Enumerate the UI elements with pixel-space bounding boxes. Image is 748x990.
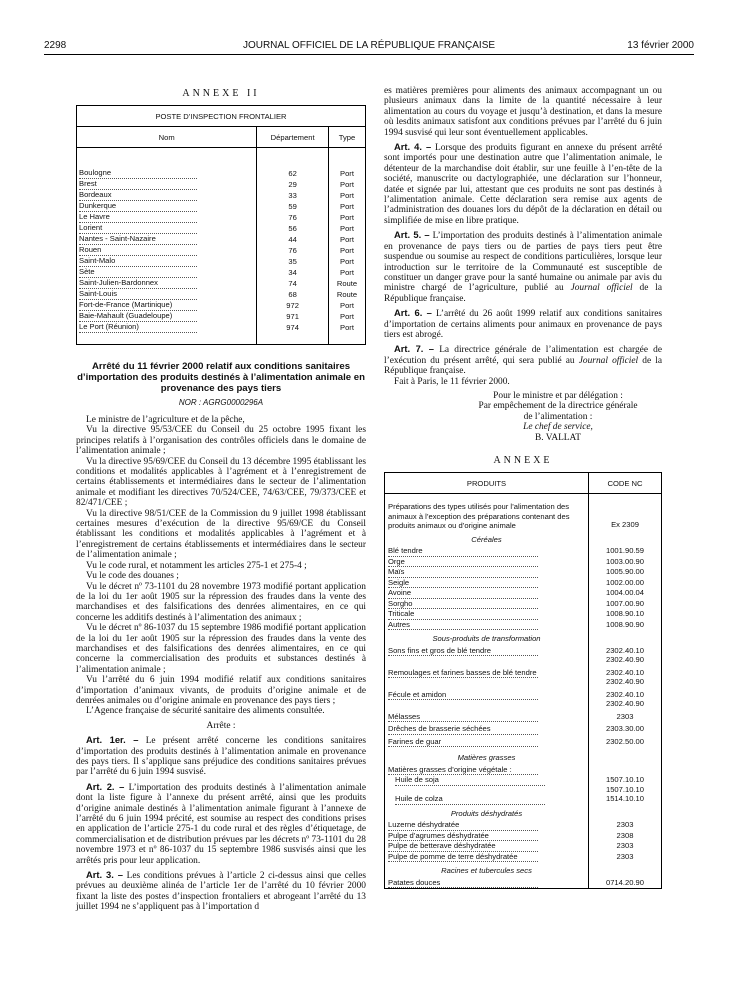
table-row [385, 765, 662, 776]
page-number: 2298 [44, 40, 67, 51]
post-type: Port [328, 300, 365, 311]
article-text-end: de la République française. [384, 283, 663, 304]
sig-line-2: Par empêchement de la directrice générale [478, 401, 638, 412]
department: 44 [257, 234, 329, 245]
product-name: Huile de soja [395, 775, 545, 786]
nc-code: 1002.00.00 [589, 578, 662, 589]
product-name: Avoine [388, 588, 538, 599]
department: 76 [257, 245, 329, 256]
nc-code: 2302.50.00 [589, 737, 662, 750]
product-name: Matières grasses d’origine végétale : [388, 765, 538, 776]
table-row [385, 599, 662, 610]
table-row [385, 567, 662, 578]
post-type: Port [328, 311, 365, 322]
visa-paragraph: Vu la directive 95/69/CEE du Conseil du 13 décembre 1995 établissant les conditions et modalités applicables à l’agrément et à l’enregistrement de certains établissements et intermédiaires dans le secteur de l’alimentation animale et modifiant les directives 70/524/CEE, 74/63/CEE, 79/373/CEE et 82/471/CEE ; [76, 456, 366, 509]
table-row [385, 775, 662, 794]
left-column [76, 88, 366, 913]
nc-code: 0714.20.90 [589, 878, 662, 889]
product-name: Pulpe de pomme de terre déshydratée [388, 852, 538, 863]
nc-code: 2308 [589, 831, 662, 842]
product-name: Huile de colza [395, 794, 545, 805]
category-title: Céréales [471, 534, 502, 544]
table-row [385, 588, 662, 599]
table-row [77, 245, 366, 256]
product-name: Sons fins et gros de blé tendre [388, 646, 538, 657]
article-text: L’importation des produits destinés à l’alimentation animale en provenance de pays tiers ou de parties de pays tiers peut être suspendue ou soumise au respect de conditions particulières, lorsque leur introduction sur le territoire de la Communauté est susceptible de constituer un danger grave pour la santé humaine ou animale par avis du ministre chargé de l’agriculture, publié au [384, 231, 662, 294]
post-name: Le Port (Réunion) [79, 322, 197, 333]
department: 974 [257, 322, 329, 333]
category-title: Produits déshydratés [450, 808, 523, 818]
product-name: Pulpe de betterave déshydratée [388, 841, 538, 852]
post-type: Port [328, 267, 365, 278]
post-type: Port [328, 201, 365, 212]
article-label: Art. 3. – [86, 869, 123, 881]
article-text: Le présent arrêté concerne les conditions sanitaires d’importation des produits destinés à l’alimentation animale en provenance des pays tiers. Il s’applique sans préjudice des conditions sanitaires prévues par l’arrêté du 6 juin 1994 susvisé. [76, 736, 367, 778]
table-row [385, 578, 662, 589]
arrete-label: Arrête : [206, 720, 236, 731]
table-row [385, 852, 662, 863]
table-row [77, 256, 366, 267]
table-row [385, 878, 662, 889]
product-name: Luzerne déshydratée [388, 820, 538, 831]
article-label: Art. 7. – [394, 343, 435, 355]
articles-left [76, 735, 366, 913]
col-header-code-nc: CODE NC [589, 473, 662, 494]
table-row [385, 724, 662, 737]
arrete-title: Arrêté du 11 février 2000 relatif aux conditions sanitaires d’importation des produits destinés à l’alimentation animale en provenance des pays tiers [77, 361, 365, 394]
table-row [77, 289, 366, 300]
table-row [77, 267, 366, 278]
nc-code: 2303.30.00 [589, 724, 662, 737]
col-header-produits: PRODUITS [385, 473, 589, 494]
issue-date: 13 février 2000 [627, 40, 694, 51]
table-row [385, 820, 662, 831]
product-name: Remoulages et farines basses de blé tendre [388, 667, 537, 677]
post-type: Port [328, 190, 365, 201]
nc-code: 2302.40.10 2302.40.90 [589, 668, 662, 690]
product-name: Mélasses [388, 712, 538, 723]
product-name: Farines de guar [388, 737, 538, 748]
article-7 [384, 344, 662, 376]
product-name: Seigle [388, 578, 538, 589]
article-text: L’importation des produits destinés à l’alimentation animale dont la liste figure à l’annexe du présent arrêté, ainsi que les produits d’origine animale destinés à l’alimentation animale figurant à l’annexe de l’arrêté du 6 juin 1994 précité, est soumise au respect des conditions prises en application de l’article 275-1 du code rural et des règles d’étiquetage, de commercialisation et de distribution prévues par les décrets nº 73-1101 du 28 novembre 1973 et nº 86-1037 du 15 septembre 1986 susvisés ainsi que les arrêtés pris pour leur application. [76, 782, 367, 866]
table-row [77, 234, 366, 245]
table-row [77, 168, 366, 179]
article-label: Art. 2. – [86, 780, 125, 792]
article-journal: Journal officiel [570, 283, 633, 294]
post-type: Port [328, 322, 365, 333]
nc-code: 1003.00.90 [589, 557, 662, 568]
nc-code: 2303 [589, 852, 662, 863]
article-label: Art. 6. – [394, 307, 432, 319]
table-row [77, 311, 366, 322]
col-header-nom: Nom [77, 127, 257, 148]
post-name: Brest [79, 179, 197, 190]
nc-code: 2303 [589, 712, 662, 725]
department: 74 [257, 278, 329, 289]
post-type: Port [328, 212, 365, 223]
nc-code: 1008.90.90 [589, 620, 662, 631]
visa-paragraph: L’Agence française de sécurité sanitaire des aliments consultée. [86, 706, 325, 717]
intro-code: Ex 2309 [589, 494, 662, 531]
visa-paragraph: Vu l’arrêté du 6 juin 1994 modifié relatif aux conditions sanitaires d’importation d’animaux vivants, de produits d’origine animale et de denrées animales ou d’origine animale en provenance des pays tiers ; [76, 675, 366, 706]
post-name: Saint-Louis [79, 289, 197, 300]
post-name: Le Havre [79, 212, 197, 223]
department: 62 [257, 168, 329, 179]
sig-name: B. VALLAT [534, 432, 581, 443]
post-name: Bordeaux [79, 190, 197, 201]
department: 972 [257, 300, 329, 311]
article-text: La directrice générale de l’alimentation est chargée de l’exécution du présent arrêté, qui sera publié au [384, 345, 663, 366]
table-row [77, 212, 366, 223]
article-text-part1: Les conditions prévues à l’article 2 ci-dessus ainsi que celles prévues au deuxième alinéa de l’article 1er de l’arrêté du 10 février 2000 fixant la liste des postes d’inspection frontaliers et abrogeant l’arrêté du 13 juillet 1994 ne s’appliquent pas à l’importation d [76, 871, 367, 913]
nc-code: 1004.00.04 [589, 588, 662, 599]
article-4 [384, 142, 662, 226]
table-row [385, 831, 662, 842]
signature-block [454, 391, 662, 443]
post-name: Lorient [79, 223, 197, 234]
nc-code: 2303 [589, 841, 662, 852]
article-text: L’arrêté du 26 août 1999 relatif aux conditions sanitaires d’importation de certains aliments pour animaux en provenance de pays tiers est abrogé. [384, 309, 663, 340]
nc-code: 1005.90.00 [589, 567, 662, 578]
post-type: Port [328, 245, 365, 256]
visa-paragraphs [76, 415, 366, 717]
nc-code: 1008.90.10 [589, 609, 662, 620]
table-row [385, 557, 662, 568]
department: 35 [257, 256, 329, 267]
post-name: Boulogne [79, 168, 197, 179]
table-row [385, 646, 662, 668]
visa-paragraph: Vu le code des douanes ; [86, 571, 179, 582]
page-header [44, 40, 694, 55]
nc-code: 1001.90.59 [589, 546, 662, 557]
col-header-type: Type [328, 127, 365, 148]
post-type: Port [328, 234, 365, 245]
table-row [77, 322, 366, 333]
article-6 [384, 308, 662, 340]
post-name: Sète [79, 267, 197, 278]
article-5 [384, 230, 662, 304]
sig-line-3: de l’alimentation : [523, 411, 593, 422]
visa-paragraph: Le ministre de l’agriculture et de la pêche, [86, 415, 245, 425]
post-name: Nantes - Saint-Nazaire [79, 234, 197, 245]
post-type: Port [328, 168, 365, 179]
visa-paragraph: Vu le code rural, et notamment les articles 275-1 et 275-4 ; [86, 560, 307, 571]
nc-code: 1007.00.90 [589, 599, 662, 610]
department: 34 [257, 267, 329, 278]
article-2 [76, 782, 366, 866]
products-table [384, 472, 662, 889]
category-title: Racines et tubercules secs [441, 866, 532, 875]
table-row [385, 620, 662, 631]
product-name: Sorgho [388, 599, 538, 610]
table-row [77, 201, 366, 212]
product-name: Patates douces [388, 878, 538, 889]
table-row [385, 737, 662, 750]
nc-code: 2302.40.10 2302.40.90 [589, 690, 662, 712]
article-journal: Journal officiel [578, 355, 639, 366]
table-row [385, 668, 662, 690]
table-title: POSTE D’INSPECTION FRONTALIER [77, 106, 366, 127]
right-column [384, 86, 662, 889]
department: 68 [257, 289, 329, 300]
annexe-ii-heading: ANNEXE II [182, 88, 260, 99]
article-label: Art. 1er. – [86, 734, 139, 746]
sig-line-1: Pour le ministre et par délégation : [493, 390, 623, 401]
journal-title: JOURNAL OFFICIEL DE LA RÉPUBLIQUE FRANÇAISE [242, 40, 496, 51]
table-row [385, 546, 662, 557]
product-name: Triticale [388, 609, 538, 620]
post-name: Rouen [79, 245, 197, 256]
product-name: Drêches de brasserie séchées [388, 724, 538, 735]
post-type: Port [328, 223, 365, 234]
nc-code: 1514.10.10 [589, 794, 662, 805]
department: 29 [257, 179, 329, 190]
article-text-end: de la République française. [384, 355, 663, 377]
done-at: Fait à Paris, le 11 février 2000. [394, 376, 510, 387]
post-type: Port [328, 256, 365, 267]
post-type: Route [328, 278, 365, 289]
product-name: Pulpe d’agrumes déshydratée [388, 831, 538, 842]
department: 33 [257, 190, 329, 201]
department: 971 [257, 311, 329, 322]
post-type: Route [328, 289, 365, 300]
visa-paragraph: Vu la directive 98/51/CEE de la Commission du 9 juillet 1998 établissant certaines mesures d’exécution de la directive 95/69/CE du Conseil établissant les conditions et modalités applicables à l’agrément et à l’enregistrement de certains établissements et intermédiaires dans le secteur de l’alimentation animale ; [76, 508, 366, 561]
post-name: Dunkerque [79, 201, 197, 212]
table-row [385, 841, 662, 852]
intro-product: Préparations des types utilisés pour l’alimentation des animaux à l’exception des préparations contenant des produits animaux ou d’origine animale [388, 502, 570, 530]
table-row [77, 278, 366, 289]
annexe-heading: ANNEXE [493, 455, 553, 466]
post-name: Fort-de-France (Martinique) [79, 300, 197, 311]
article-label: Art. 5. – [394, 229, 430, 241]
nc-code: 2303 [589, 820, 662, 831]
product-name: Autres [388, 620, 538, 631]
category-title: Matières grasses [457, 753, 516, 762]
table-row [77, 300, 366, 311]
department: 76 [257, 212, 329, 223]
product-name: Maïs [388, 567, 538, 578]
post-name: Baie-Mahault (Guadeloupe) [79, 311, 197, 322]
table-row [385, 712, 662, 725]
article-text: Lorsque des produits figurant en annexe du présent arrêté sont importés pour une destination autre que l’alimentation animale, le détenteur de la marchandise doit établir, sur une feuille à l’en-tête de la société, manuscrite ou dactylographiée, une déclaration sur l’honneur, datée et signée par lui, attestant que ces produits ne sont pas destinés à l’alimentation animale. Cette déclaration sera remise aux agents de l’administration des douanes lors du dépôt de la déclaration en détail ou simplifiée de mise en libre pratique. [384, 143, 662, 226]
category-title: Sous-produits de transformation [432, 634, 541, 643]
visa-paragraph: Vu le décret nº 86-1037 du 15 septembre 1986 modifié portant application de la loi du 1er août 1905 sur la répression des fraudes dans la vente des marchandises et des falsifications des denrées alimentaires, en ce qui concerne la commercialisation des produits et substances destinés à l’alimentation animale ; [76, 623, 366, 675]
nor-reference: NOR : AGRG0000296A [178, 398, 264, 407]
post-type: Port [328, 179, 365, 190]
table-row [385, 609, 662, 620]
sig-line-4: Le chef de service, [523, 422, 593, 433]
post-name: Saint-Julien-Bardonnex [79, 278, 197, 289]
table-row [385, 794, 662, 805]
visa-paragraph: Vu la directive 95/53/CEE du Conseil du 25 octobre 1995 fixant les principes relatifs à l’organisation des contrôles officiels dans le domaine de l’alimentation animale ; [76, 425, 366, 457]
nc-code: 2302.40.10 2302.40.90 [589, 646, 662, 668]
post-name: Saint-Malo [79, 256, 197, 267]
article-1 [76, 735, 366, 778]
visa-paragraph: Vu le décret nº 73-1101 du 28 novembre 1973 modifié portant application de la loi du 1er août 1905 sur la répression des fraudes dans la vente des marchandises et des falsifications des denrées alimentaires, en ce qui concerne les additifs destinés à l’alimentation des animaux ; [76, 581, 366, 623]
department: 56 [257, 223, 329, 234]
table-row [77, 179, 366, 190]
article-3 [76, 870, 366, 913]
department: 59 [257, 201, 329, 212]
table-row [77, 190, 366, 201]
border-posts-table [76, 105, 366, 345]
table-row [385, 690, 662, 712]
nc-code [589, 765, 662, 776]
product-name: Blé tendre [388, 546, 538, 557]
product-name: Fécule et amidon [388, 690, 538, 701]
article-3-continued: es matières premières pour aliments des animaux accompagnant un ou plusieurs animaux dans la limite de la quantité nécessaire à leur alimentation au cours du voyage et jusqu’à destination, et dans la mesure où lesdits animaux satisfont aux conditions prévues par l’arrêté du 6 juin 1994 susvisé qui leur sont éventuellement applicables. [384, 86, 662, 138]
table-row [77, 223, 366, 234]
article-label: Art. 4. – [394, 141, 432, 153]
nc-code: 1507.10.10 1507.10.10 [589, 775, 662, 794]
product-name: Orge [388, 557, 538, 568]
articles-right [384, 142, 662, 377]
col-header-departement: Département [257, 127, 329, 148]
